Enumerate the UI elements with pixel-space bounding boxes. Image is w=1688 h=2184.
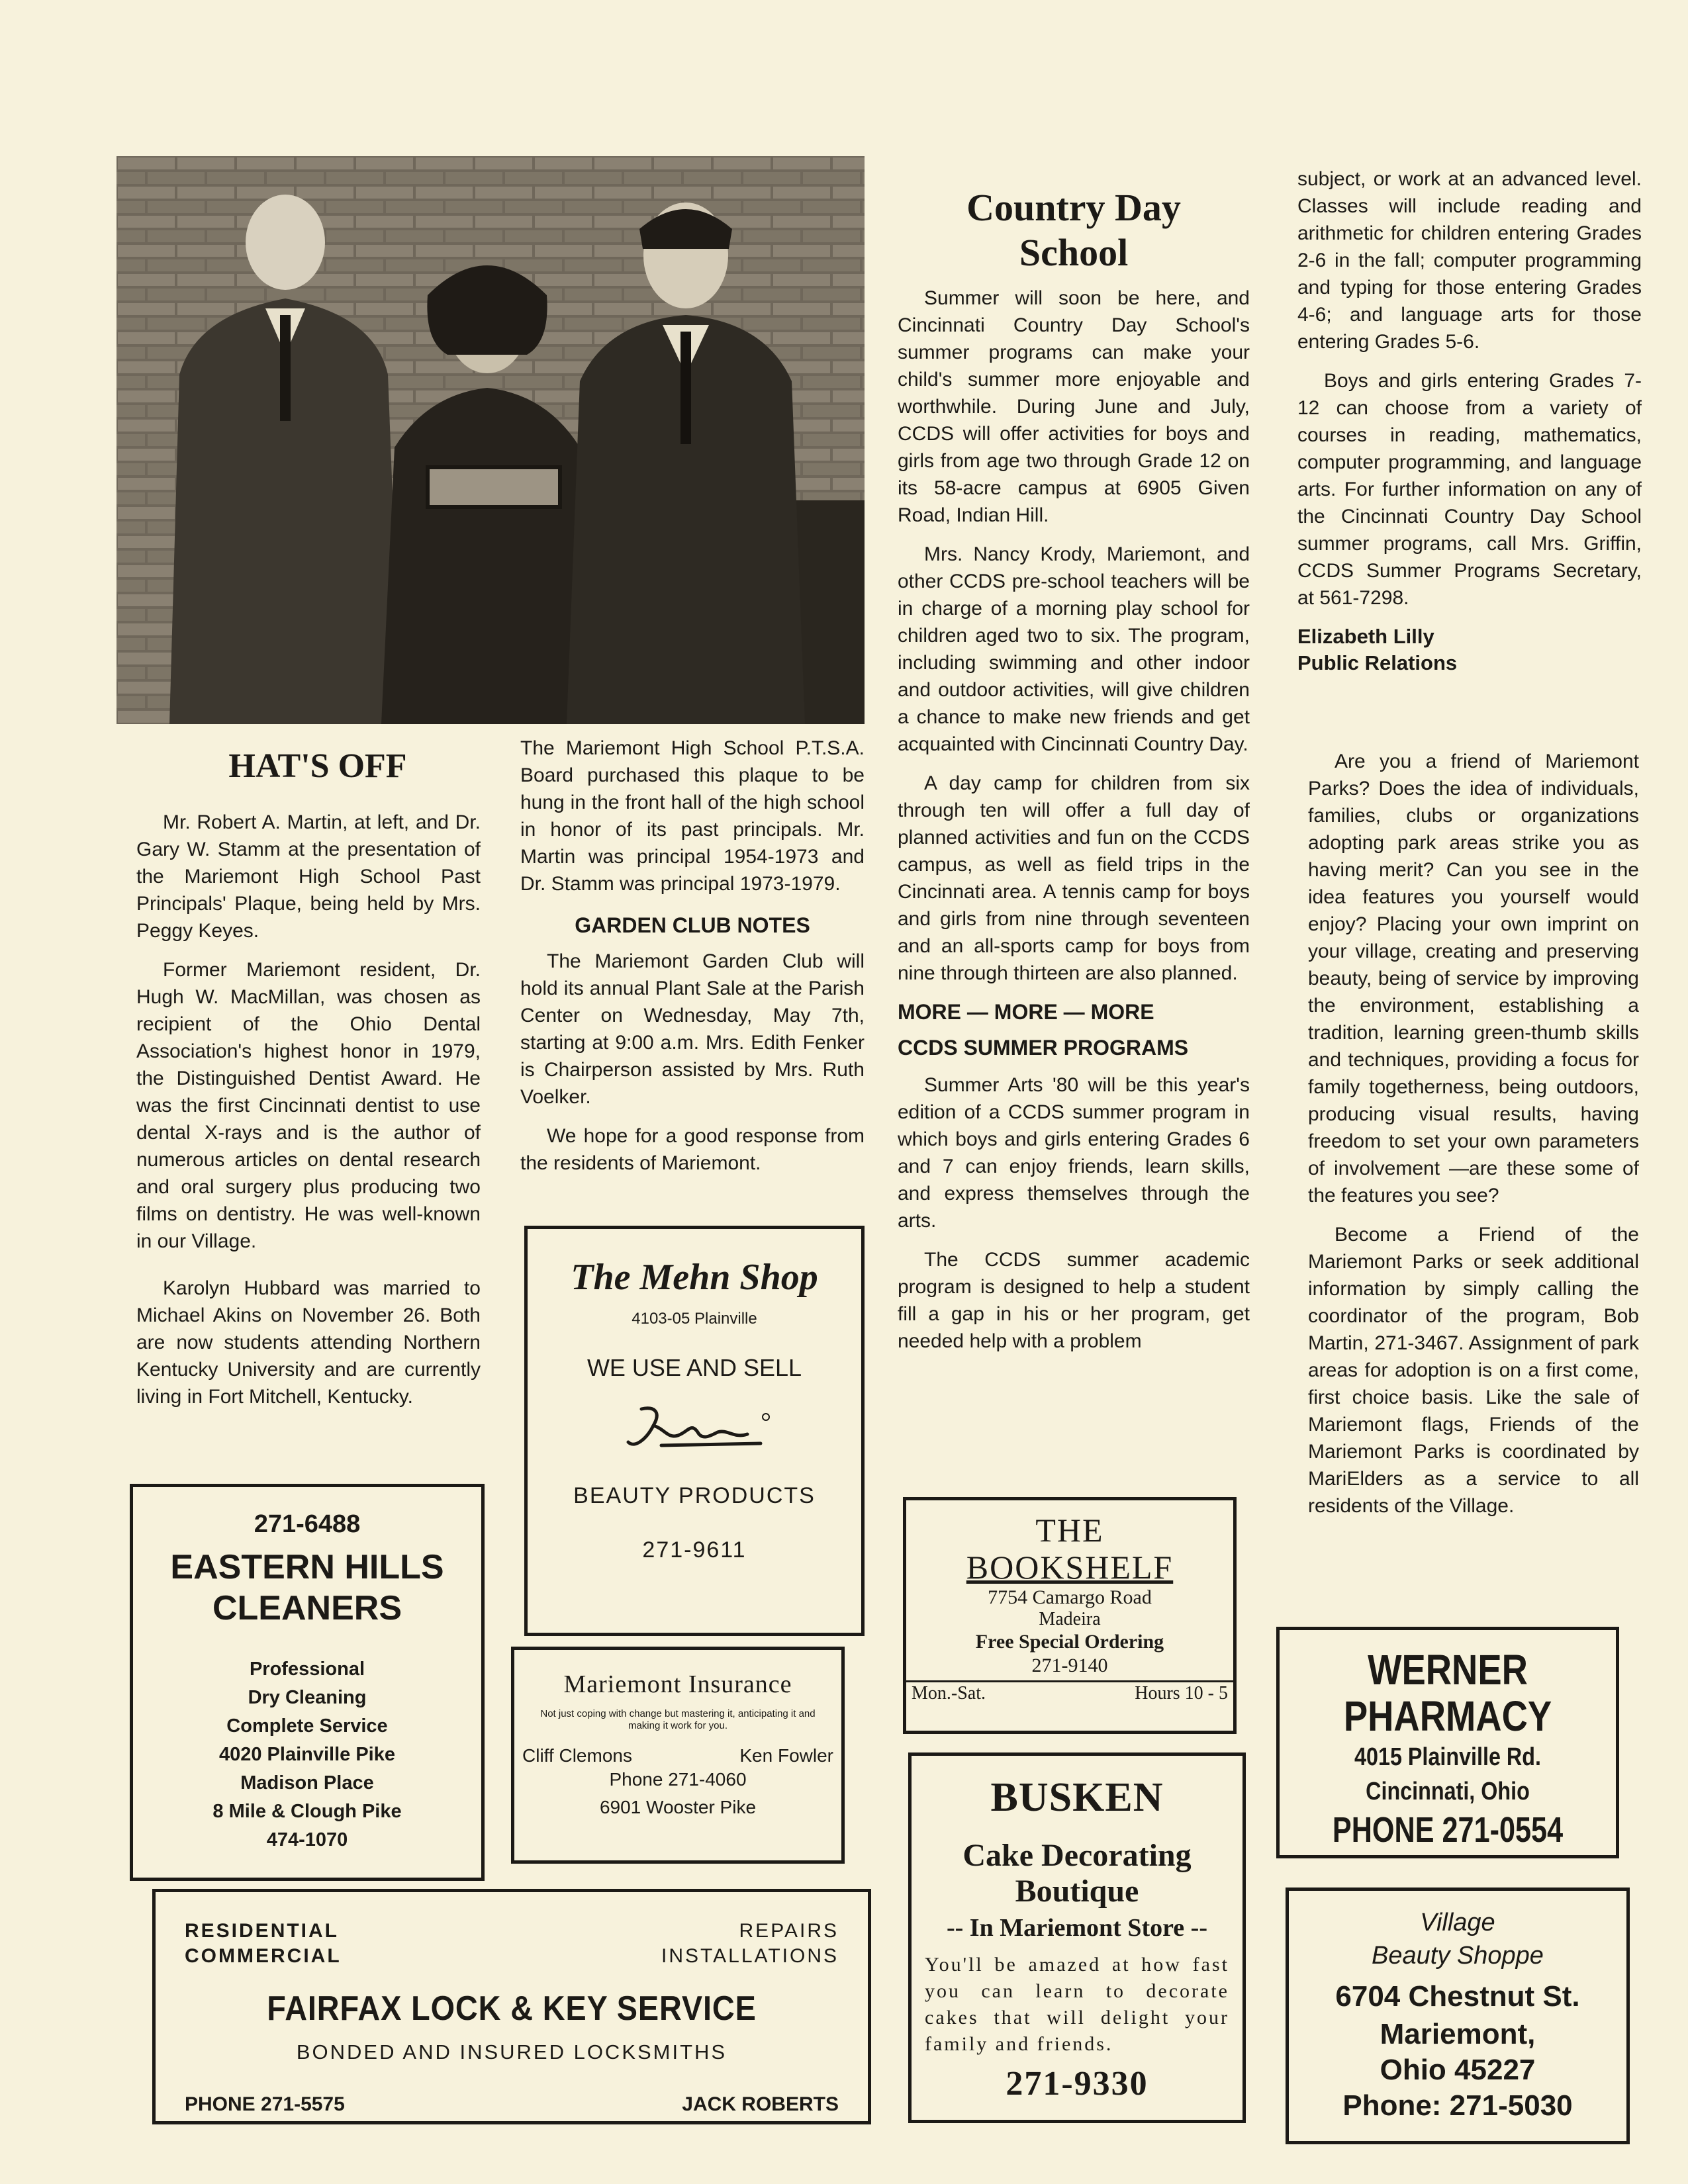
bookshelf-name-line2: BOOKSHELF xyxy=(966,1549,1174,1586)
eastern-hills-name-line2: CLEANERS xyxy=(212,1589,402,1627)
bookshelf-service: Free Special Ordering xyxy=(975,1631,1164,1653)
country-day-continued-paragraph: subject, or work at an advanced level. Classes will include reading and arithmetic for children entering Grades 2-6 in the fall; computer programming and typing for those entering Grades 4-6; and language arts for those entering Grades 5-6. xyxy=(1297,168,1642,353)
busken-line3: -- In Mariemont Store -- xyxy=(947,1914,1207,1942)
werner-phone: PHONE 271-0554 xyxy=(1332,1810,1564,1850)
eastern-hills-phone: 271-6488 xyxy=(254,1510,361,1538)
bookshelf-days: Mon.-Sat. xyxy=(912,1683,986,1704)
mehn-shop-ad xyxy=(524,1226,865,1636)
fairfax-installations: INSTALLATIONS xyxy=(661,1945,839,1967)
mariemont-insurance-small-print: Not just coping with change but mastering it, anticipating it and making it work for you. xyxy=(540,1708,816,1731)
summer-arts-paragraph: Summer Arts '80 will be this year's edition of a CCDS summer program in which boys and girls entering Grades 6 and 7 can enjoy friends, learn skills, and express themselves through the arts. xyxy=(898,1074,1250,1232)
signature-title: Public Relations xyxy=(1297,651,1458,674)
bookshelf-address: 7754 Camargo Road xyxy=(988,1586,1152,1608)
fairfax-commercial: COMMERCIAL xyxy=(185,1945,342,1967)
bookshelf-city: Madeira xyxy=(1039,1609,1101,1629)
mariemont-insurance-address: 6901 Wooster Pike xyxy=(599,1797,757,1817)
eastern-hills-cleaners-ad xyxy=(130,1484,485,1881)
bookshelf-hours: Hours 10 - 5 xyxy=(1135,1683,1228,1704)
mariemont-insurance-ad xyxy=(511,1647,845,1864)
academic-program-paragraph: The CCDS summer academic program is designed to help a student fill a gap in his or her program, get needed help with a problem xyxy=(898,1249,1250,1352)
fairfax-phone: PHONE 271-5575 xyxy=(185,2093,345,2115)
werner-city: Cincinnati, Ohio xyxy=(1366,1778,1530,1805)
signature-name: Elizabeth Lilly xyxy=(1297,625,1434,648)
eastern-hills-line: Complete Service xyxy=(226,1715,388,1737)
village-beauty-phone: Phone: 271-5030 xyxy=(1342,2089,1573,2122)
village-beauty-name-line1: Village xyxy=(1420,1909,1495,1936)
village-beauty-shoppe-ad xyxy=(1286,1888,1630,2144)
country-day-paragraph-3: A day camp for children from six through ten will offer a full day of planned activities and fun on the CCDS campus, as well as field trips in the Cincinnati area. A tennis camp for boys and girls from nine through seventeen and an all-sports camp for boys from nine through thirteen are also planned. xyxy=(898,772,1250,984)
hats-off-dentist-paragraph: Former Mariemont resident, Dr. Hugh W. MacMillan, was chosen as recipient of the Ohio Dental Association's highest honor in 1979, the Distinguished Dentist Award. He was the first Cincinnati dentist to use dental X-rays and is the author of numerous articles on dental research and oral surgery plus producing two films on dentistry. He was well-known in our Village. xyxy=(136,959,481,1252)
agent-ken-fowler: Ken Fowler xyxy=(739,1745,833,1766)
busken-ad xyxy=(908,1752,1246,2123)
photo-illustration xyxy=(117,156,865,724)
busken-line1: Cake Decorating xyxy=(962,1838,1192,1873)
busken-body: You'll be amazed at how fast you can learn to decorate cakes that will delight your family and friends. xyxy=(925,1954,1229,2055)
more-heading: MORE — MORE — MORE xyxy=(898,1000,1154,1024)
mariemont-insurance-name: Mariemont Insurance xyxy=(563,1670,792,1698)
parks-paragraph-2: Become a Friend of the Mariemont Parks or seek additional information by simply calling the coordinator of the program, Bob Martin, 271-3467. Assignment of park areas for adoption is on a first come, first choice basis. Like the sale of Mariemont flags, Friends of the Mariemont Parks is coordinated by MariElders as a service to all residents of the Village. xyxy=(1308,1224,1639,1517)
eastern-hills-line: Dry Cleaning xyxy=(248,1687,367,1708)
eastern-hills-line: 4020 Plainville Pike xyxy=(218,1744,395,1765)
village-beauty-state: Ohio 45227 xyxy=(1380,2054,1536,2086)
jhirmack-logo xyxy=(615,1402,774,1455)
country-day-title-line1: Country Day xyxy=(966,186,1181,229)
werner-pharmacy-ad xyxy=(1276,1627,1619,1858)
eastern-hills-line: 8 Mile & Clough Pike xyxy=(212,1801,402,1822)
agent-cliff-clemons: Cliff Clemons xyxy=(522,1745,632,1766)
busken-line2: Boutique xyxy=(1015,1874,1139,1909)
mehn-shop-tagline: WE USE AND SELL xyxy=(586,1354,802,1381)
ptsa-article xyxy=(520,735,865,1189)
village-beauty-address: 6704 Chestnut St. xyxy=(1335,1980,1580,2013)
eastern-hills-line: 474-1070 xyxy=(266,1829,348,1850)
werner-address: 4015 Plainville Rd. xyxy=(1354,1743,1541,1771)
mehn-shop-phone: 271-9611 xyxy=(642,1537,747,1563)
bookshelf-phone: 271-9140 xyxy=(1031,1655,1108,1676)
hats-off-caption: Mr. Robert A. Martin, at left, and Dr. Gary W. Stamm at the presentation of the Mariemont High School Past Principals' Plaque, being held by Mrs. Peggy Keyes. xyxy=(136,811,481,942)
hats-off-wedding-paragraph: Karolyn Hubbard was married to Michael Akins on November 26. Both are now students attending Northern Kentucky University and are currently living in Fort Mitchell, Kentucky. xyxy=(136,1277,481,1408)
werner-name-line1: WERNER xyxy=(1368,1646,1528,1694)
photo xyxy=(117,156,865,724)
fairfax-repairs: REPAIRS xyxy=(739,1920,839,1942)
summer-programs-heading: CCDS SUMMER PROGRAMS xyxy=(898,1036,1189,1060)
village-beauty-name-line2: Beauty Shoppe xyxy=(1372,1942,1544,1970)
busken-phone: 271-9330 xyxy=(1006,2065,1149,2103)
mehn-shop-address: 4103-05 Plainville xyxy=(632,1310,757,1328)
parks-paragraph-1: Are you a friend of Mariemont Parks? Does the idea of individuals, families, clubs or organizations adopting park areas strike you as having merit? Can you see in the idea features you yourself would enjoy? Placing your own imprint on your village, creating and preserving beauty, being of service by improving the environment, establishing a tradition, learning green-thumb skills and techniques, providing a focus for family togetherness, being outdoors, producing visual results, having freedom to set your own parameters of involvement —are these some of the features you see? xyxy=(1308,751,1639,1206)
bookshelf-ad xyxy=(903,1497,1237,1734)
country-day-paragraph-2: Mrs. Nancy Krody, Mariemont, and other CCDS pre-school teachers will be in charge of a morning play school for children aged two to six. The program, including swimming and other indoor and outdoor activities, will give children a chance to make new friends and get acquainted with Cincinnati Country Day. xyxy=(898,543,1250,755)
werner-name-line2: PHARMACY xyxy=(1343,1692,1552,1740)
hats-off-title: HAT'S OFF xyxy=(228,747,407,785)
fairfax-name: FAIRFAX LOCK & KEY SERVICE xyxy=(267,1989,757,2028)
country-day-paragraph-1: Summer will soon be here, and Cincinnati Country Day School's summer programs can make your child's summer more enjoyable and worthwhile. During June and July, CCDS will offer activities for boys and girls from age two through Grade 12 on its 58-acre campus at 6905 Given Road, Indian Hill. xyxy=(898,287,1250,526)
country-day-article xyxy=(898,285,1250,1367)
garden-club-paragraph: The Mariemont Garden Club will hold its annual Plant Sale at the Parish Center on Wednesday, May 7th, starting at 9:00 a.m. Mrs. Edith Fenker is Chairperson assisted by Mrs. Ruth Voelker. xyxy=(520,950,865,1108)
country-day-title-line2: School xyxy=(1019,231,1129,274)
fairfax-tagline: BONDED AND INSURED LOCKSMITHS xyxy=(296,2040,727,2064)
eastern-hills-line: Professional xyxy=(249,1659,365,1680)
mehn-shop-products: BEAUTY PRODUCTS xyxy=(573,1483,816,1508)
garden-club-closing: We hope for a good response from the residents of Mariemont. xyxy=(520,1125,865,1174)
garden-club-heading: GARDEN CLUB NOTES xyxy=(575,913,810,937)
fairfax-lock-key-ad xyxy=(152,1889,871,2124)
busken-logo: BUSKEN xyxy=(990,1775,1164,1820)
ptsa-paragraph: The Mariemont High School P.T.S.A. Board purchased this plaque to be hung in the front hall of the high school in honor of its past principals. Mr. Martin was principal 1954-1973 and Dr. Stamm was principal 1973-1979. xyxy=(520,737,865,895)
country-day-title xyxy=(902,185,1246,275)
country-day-continued xyxy=(1297,165,1642,676)
eastern-hills-line: Madison Place xyxy=(240,1772,374,1794)
bookshelf-name-line1: THE xyxy=(1035,1512,1104,1549)
fairfax-owner: JACK ROBERTS xyxy=(682,2093,839,2115)
hats-off-article xyxy=(136,809,481,1422)
eastern-hills-name-line1: EASTERN HILLS xyxy=(170,1548,444,1586)
mariemont-insurance-phone: Phone 271-4060 xyxy=(609,1769,747,1790)
village-beauty-city: Mariemont, xyxy=(1380,2018,1536,2050)
fairfax-residential: RESIDENTIAL xyxy=(185,1920,340,1942)
parks-article xyxy=(1308,748,1639,1531)
mehn-shop-name: The Mehn Shop xyxy=(571,1257,818,1298)
country-day-contact-paragraph: Boys and girls entering Grades 7-12 can choose from a variety of courses in reading, mathematics, computer programming, and language arts. For further information on any of the Cincinnati Country Day School summer programs, call Mrs. Griffin, CCDS Summer Programs Secretary, at 561-7298. xyxy=(1297,370,1642,609)
